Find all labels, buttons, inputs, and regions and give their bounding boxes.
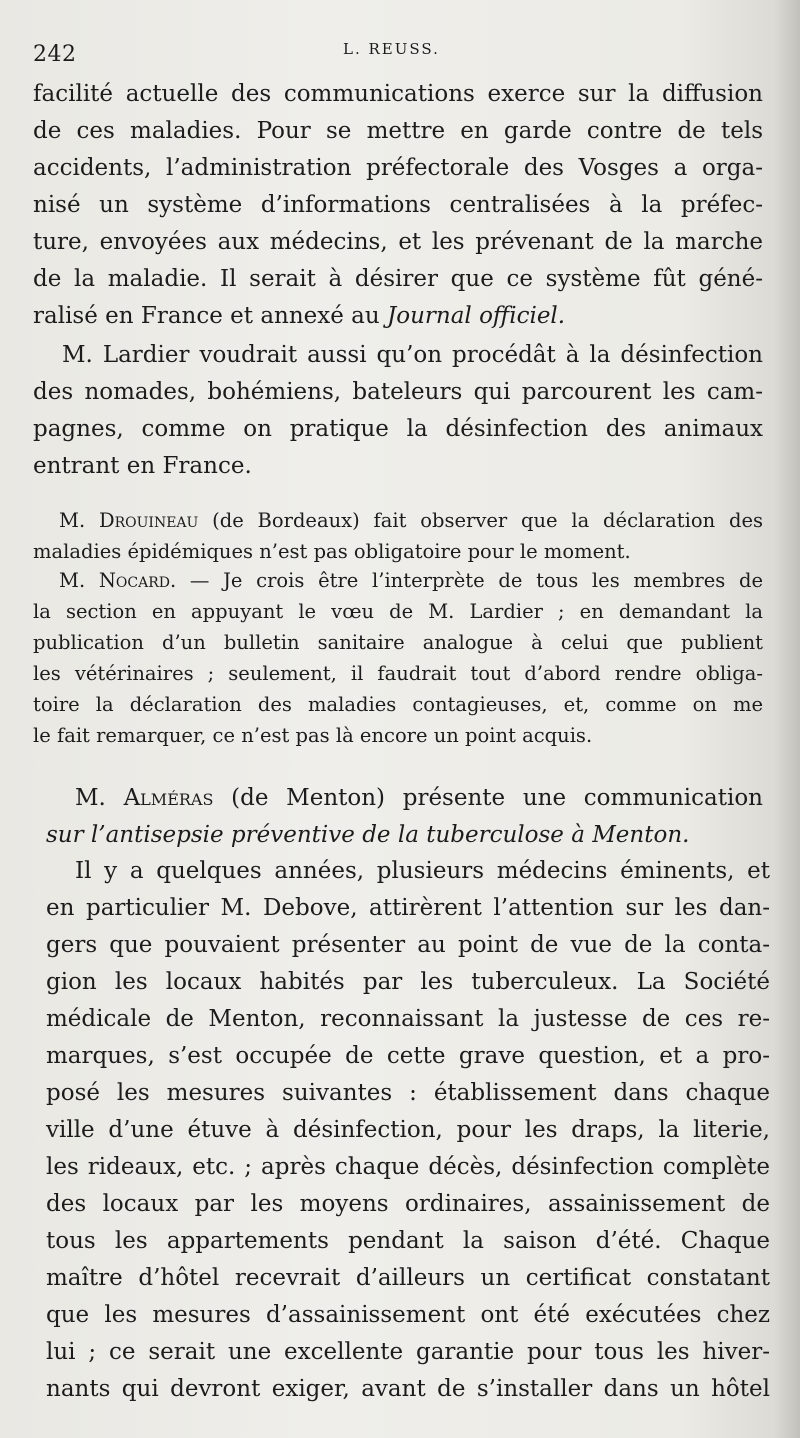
text-line: lui ; ce serait une excellente garantie pour tous les hiver-	[46, 1339, 770, 1365]
paragraph-5	[46, 780, 763, 854]
paragraph-2	[33, 337, 763, 485]
text-line: posé les mesures suivantes : établissement dans chaque	[46, 1080, 770, 1106]
text-fragment: (de Menton) présente une communication	[213, 785, 763, 811]
text-line: maladies épidémiques n’est pas obligatoire pour le moment.	[33, 540, 631, 563]
text-line	[33, 565, 763, 596]
text-line	[33, 298, 763, 335]
text-line: en particulier M. Debove, attirèrent l’attention sur les dan-	[46, 895, 770, 921]
text-line: tous les appartements pendant la saison d’été. Chaque	[46, 1228, 770, 1254]
text-line: Il y a quelques années, plusieurs médecins éminents, et	[75, 858, 770, 884]
text-fragment: ralisé en France et annexé au	[33, 303, 380, 329]
text-line: publication d’un bulletin sanitaire analogue à celui que publient	[33, 631, 763, 654]
text-line: accidents, l’administration préfectorale des Vosges a orga-	[33, 155, 763, 181]
speaker-name: M. Alméras	[75, 785, 214, 811]
text-line: des locaux par les moyens ordinaires, assainissement de	[46, 1191, 770, 1217]
text-line: marques, s’est occupée de cette grave question, et a pro-	[46, 1043, 770, 1069]
page-edge-shadow	[774, 0, 800, 1438]
text-line: le fait remarquer, ce n’est pas là encore un point acquis.	[33, 724, 593, 747]
text-fragment: — Je crois être l’interprète de tous les membres de	[176, 569, 763, 592]
text-line: de la maladie. Il serait à désirer que ce système fût géné-	[33, 266, 763, 292]
text-line: nisé un système d’informations centralisées à la préfec-	[33, 192, 763, 218]
text-line: la section en appuyant le vœu de M. Lardier ; en demandant la	[33, 600, 763, 623]
text-line: toire la déclaration des maladies contagieuses, et, comme on me	[33, 693, 763, 716]
text-line: M. Lardier voudrait aussi qu’on procédât à la désinfection	[62, 342, 763, 368]
page-header	[33, 36, 773, 70]
running-head: L. REUSS.	[343, 40, 440, 58]
paragraph-3	[33, 505, 763, 567]
text-line: des nomades, bohémiens, bateleurs qui parcourent les cam-	[33, 379, 763, 405]
text-line: pagnes, comme on pratique la désinfection des animaux	[33, 416, 763, 442]
text-line: de ces maladies. Pour se mettre en garde contre de tels	[33, 118, 763, 144]
speaker-name: M. Drouineau	[59, 509, 199, 532]
paragraph-6	[46, 853, 770, 1408]
text-line: ville d’une étuve à désinfection, pour les draps, la literie,	[46, 1117, 770, 1143]
text-line: que les mesures d’assainissement ont été exécutées chez	[46, 1302, 770, 1328]
speaker-name: M. Nocard.	[59, 569, 177, 592]
text-line: les vétérinaires ; seulement, il faudrait tout d’abord rendre obliga-	[33, 662, 763, 685]
text-line: les rideaux, etc. ; après chaque décès, désinfection complète	[46, 1154, 770, 1180]
text-line: facilité actuelle des communications exerce sur la diffusion	[33, 81, 763, 107]
text-line: gers que pouvaient présenter au point de vue de la conta-	[46, 932, 770, 958]
text-fragment: (de Bordeaux) fait observer que la déclaration des	[198, 509, 763, 532]
paragraph-1	[33, 76, 763, 335]
text-line	[33, 505, 763, 536]
page-number: 242	[33, 42, 77, 67]
text-line: nants qui devront exiger, avant de s’installer dans un hôtel	[46, 1376, 770, 1402]
text-line: ture, envoyées aux médecins, et les prévenant de la marche	[33, 229, 763, 255]
text-line: gion les locaux habités par les tuberculeux. La Société	[46, 969, 770, 995]
text-line	[46, 780, 763, 817]
text-line: entrant en France.	[33, 453, 252, 479]
journal-title: Journal officiel.	[387, 303, 566, 329]
text-line: médicale de Menton, reconnaissant la justesse de ces re-	[46, 1006, 770, 1032]
paragraph-4	[33, 565, 763, 751]
text-line: maître d’hôtel recevrait d’ailleurs un certificat constatant	[46, 1265, 770, 1291]
communication-title: sur l’antisepsie préventive de la tuberculose à Menton.	[46, 822, 690, 848]
